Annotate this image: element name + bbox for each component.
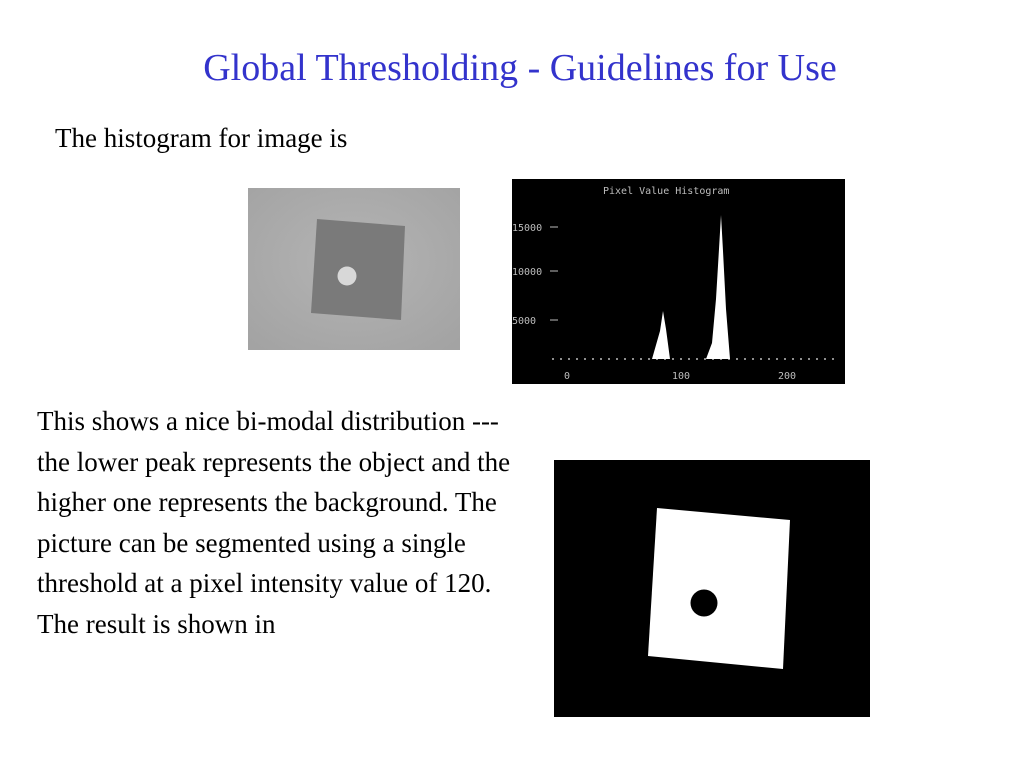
background-peak [706,215,730,359]
x-tick-label: 200 [778,371,797,382]
y-tick-label: 10000 [512,267,543,278]
segmented-image [554,460,870,717]
intro-text: The histogram for image is [55,123,348,153]
histogram-plot [512,179,845,384]
y-tick-label: 5000 [512,316,537,327]
y-tick-label: 15000 [512,223,543,234]
histogram-title: Pixel Value Histogram [603,186,730,197]
x-tick-label: 100 [672,371,691,382]
body-paragraph: This shows a nice bi-modal distribution --- the lower peak represents the object and the higher one represents the background. The picture can be segmented using a single threshold at a pixel intensity value of 120. The result is shown in [37,406,511,639]
object-peak [652,311,670,359]
x-tick-label: 0 [564,371,571,382]
original-image [248,188,460,350]
slide-title: Global Thresholding - Guidelines for Use [203,47,837,89]
